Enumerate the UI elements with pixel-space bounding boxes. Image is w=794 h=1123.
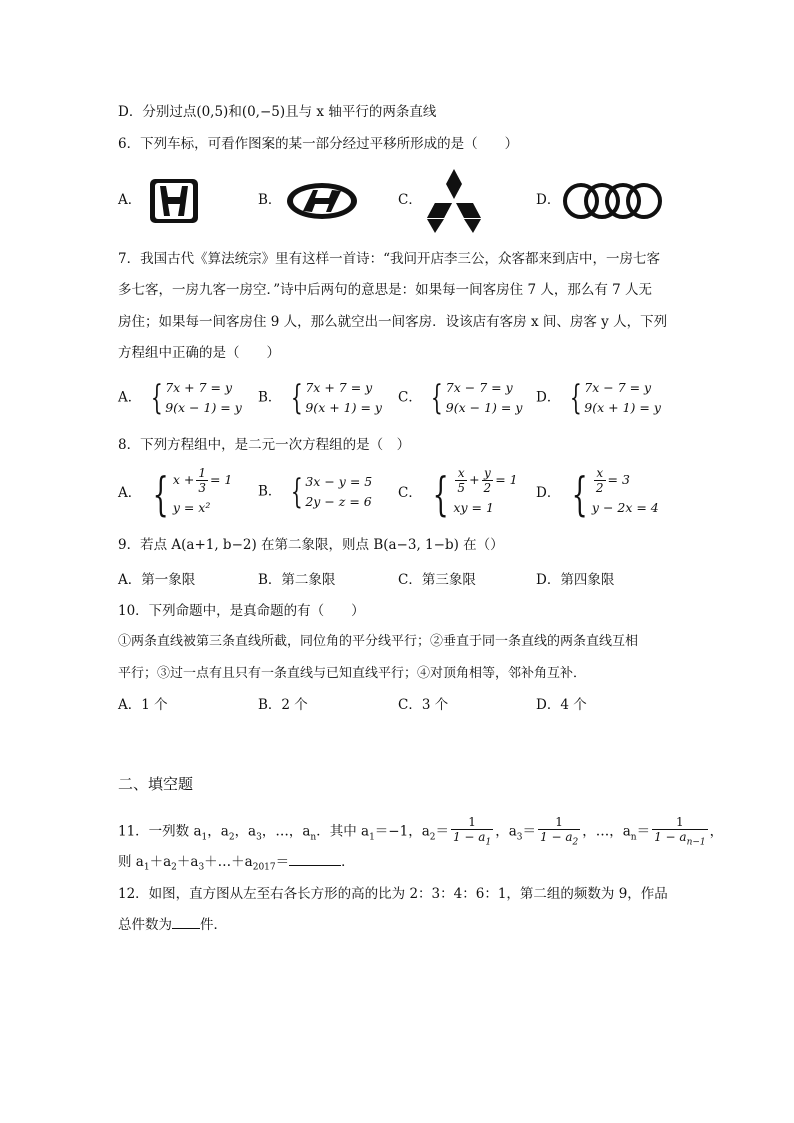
q8-option-d	[536, 466, 659, 521]
fraction	[196, 466, 208, 495]
denominator: 2	[595, 481, 604, 495]
q7-line-1: 7．我国古代《算法统宗》里有这样一首诗：“我问开店李三公，众客都来到店中，一房七客	[118, 251, 660, 267]
q7-line-3: 房住；如果每一间客房住 9 人，那么就空出一间客房．设该店有客房 x 间、房客 y 人，下列	[118, 314, 668, 330]
denominator: 5	[457, 481, 466, 495]
q9-option-c: C．第三象限	[398, 572, 476, 588]
equation-part: = 3	[607, 472, 630, 487]
equation: xy = 1	[453, 500, 494, 515]
denominator: 2	[483, 481, 492, 495]
equation: 7x + 7 = y	[305, 380, 373, 395]
equation-system: { $\frac{x}{2}$ = 3 y − 2x = 4	[571, 466, 659, 521]
q7-line-4: 方程组中正确的是（ ）	[118, 345, 280, 361]
text: ＋a	[176, 854, 199, 870]
option-label: D．	[536, 485, 561, 501]
subscript: 3	[516, 832, 523, 843]
equation-part: = 1	[209, 472, 233, 487]
equation: 9(x − 1) = y	[445, 400, 523, 415]
equation-system: { 7x + 7 = y 9(x + 1) = y	[290, 378, 382, 418]
q9-option-a: A．第一象限	[118, 572, 196, 588]
equation: 7x − 7 = y	[584, 380, 652, 395]
numerator: x	[457, 466, 465, 480]
text: ＋a	[149, 854, 172, 870]
equation: 9(x − 1) = y	[165, 400, 242, 415]
denominator: 3	[198, 481, 206, 495]
option-label: B．	[258, 483, 282, 500]
text: ＝	[275, 854, 290, 870]
equation-system: { $\frac{x}{5}$ + $\frac{y}{2}$ = 1 xy = 1	[432, 466, 518, 521]
q6-label-a: A．	[118, 192, 142, 208]
answer-blank[interactable]	[172, 916, 200, 929]
subscript: n	[310, 832, 317, 843]
text: ，a	[495, 823, 517, 840]
fraction	[455, 466, 467, 495]
text: ．其中 a	[316, 823, 370, 840]
equation-part: +	[469, 472, 480, 487]
fraction	[451, 815, 493, 849]
equation: y = x²	[172, 500, 211, 515]
text: ＋…＋a	[204, 854, 253, 870]
equation-part: x +	[172, 472, 195, 487]
q7-option-d	[536, 378, 661, 418]
q9-stem: 9．若点 A(a+1, b−2) 在第二象限，则点 B(a−3, 1−b) 在（）	[118, 537, 504, 553]
text: ．	[341, 854, 355, 870]
q10-option-a: A．1 个	[118, 697, 168, 713]
q6-label-d: D．	[536, 192, 561, 208]
text: ＝	[522, 823, 536, 840]
subscript: 2	[429, 832, 436, 843]
q12-line-1: 12．如图，直方图从左至右各长方形的高的比为 2：3：4：6：1，第二组的频数为 9，作品	[118, 886, 668, 902]
q10-stem: 10．下列命题中，是真命题的有（ ）	[118, 603, 365, 619]
text: ，	[709, 823, 724, 840]
q10-option-c: C．3 个	[398, 697, 449, 713]
equation: 9(x + 1) = y	[584, 400, 661, 415]
q9-option-d: D．第四象限	[536, 572, 615, 588]
q8-stem: 8．下列方程组中，是二元一次方程组的是（ ）	[118, 437, 411, 453]
equation: 9(x + 1) = y	[305, 400, 382, 415]
audi-logo-icon	[561, 180, 665, 222]
text: ，…，a	[582, 823, 631, 840]
numerator: 1	[198, 466, 206, 480]
subscript: 3	[256, 832, 262, 843]
equation-system: { 7x − 7 = y 9(x + 1) = y	[569, 378, 661, 418]
q10-option-d: D．4 个	[536, 697, 587, 713]
subscript: 2	[171, 862, 177, 873]
fraction	[652, 815, 708, 849]
q11-line-1	[118, 815, 723, 851]
section-title-fill-in: 二、填空题	[118, 775, 194, 793]
denominator: $1 - a_{n-1}$	[654, 830, 706, 848]
q8-option-a	[118, 466, 232, 521]
equation: 3x − y = 5	[305, 474, 373, 489]
equation-part: = 1	[495, 472, 518, 487]
option-label: C．	[398, 485, 422, 501]
q6-stem: 6．下列车标，可看作图案的某一部分经过平移所形成的是（ ）	[118, 136, 519, 152]
q12-line-2	[118, 915, 227, 935]
q7-line-2: 多七客，一房九客一房空．”诗中后两句的意思是：如果每一间客房住 7 人，那么有 7 人无	[118, 282, 652, 298]
text: ，a	[234, 823, 257, 840]
subscript: n	[630, 832, 637, 843]
option-label: B．	[258, 389, 282, 406]
subscript: 2017	[252, 862, 276, 873]
option-label: A．	[118, 389, 142, 406]
fraction	[482, 466, 494, 495]
equation-system: { 7x − 7 = y 9(x − 1) = y	[431, 378, 523, 418]
subscript: 1	[369, 832, 375, 843]
text: 件．	[200, 917, 227, 933]
numerator: 1	[555, 815, 563, 829]
equation: y − 2x = 4	[591, 500, 659, 515]
q10-line-1: ①两条直线被第三条直线所截，同位角的平分线平行；②垂直于同一条直线的两条直线互相	[118, 634, 639, 649]
text: ＝	[435, 823, 449, 840]
text: ，a	[207, 823, 229, 840]
numerator: 1	[676, 815, 684, 829]
numerator: y	[483, 466, 491, 480]
mitsubishi-logo-icon	[425, 168, 483, 234]
text: 则 a	[118, 854, 144, 870]
q5-option-d: D．分别过点(0,5)和(0,−5)且与 x 轴平行的两条直线	[118, 104, 437, 120]
answer-blank[interactable]	[289, 853, 341, 866]
option-label: D．	[536, 389, 561, 406]
subscript: 2	[228, 832, 235, 843]
q11-line-2	[118, 852, 355, 878]
denominator: $1 - a_2$	[540, 830, 579, 848]
equation: 2y − z = 6	[305, 494, 372, 509]
hyundai-logo-icon	[285, 181, 359, 221]
option-label: A．	[118, 485, 142, 501]
text: 总件数为	[118, 917, 172, 933]
text: ，…，a	[261, 823, 311, 840]
subscript: 1	[143, 862, 150, 873]
fraction	[538, 815, 580, 849]
q10-line-2: 平行；③过一点有且只有一条直线与已知直线平行；④对顶角相等，邻补角互补．	[118, 666, 587, 681]
q8-option-c	[398, 466, 518, 521]
q9-option-b: B．第二象限	[258, 572, 336, 588]
text: ＝−1，a	[374, 823, 430, 840]
equation: 7x − 7 = y	[445, 380, 513, 395]
subscript: 3	[198, 862, 205, 873]
q8-option-b	[258, 472, 372, 512]
denominator: $1 - a_1$	[452, 830, 492, 848]
text: ＝	[636, 823, 651, 840]
equation: 7x + 7 = y	[165, 380, 233, 395]
subscript: 1	[201, 832, 208, 843]
q10-option-b: B．2 个	[258, 697, 308, 713]
q7-option-b	[258, 378, 382, 418]
equation-system: { 7x + 7 = y 9(x − 1) = y	[150, 378, 242, 418]
text: 11．一列数 a	[118, 823, 202, 840]
numerator: x	[596, 466, 604, 480]
numerator: 1	[468, 815, 476, 829]
q6-label-c: C．	[398, 192, 422, 208]
q7-option-c	[398, 378, 522, 418]
option-label: C．	[398, 389, 422, 406]
equation-system: { x + $\frac{1}{3}$ = 1 y = x²	[152, 466, 233, 521]
q6-label-b: B．	[258, 192, 282, 208]
q7-option-a	[118, 378, 242, 418]
honda-logo-icon	[148, 177, 200, 225]
fraction	[594, 466, 606, 495]
equation-system: { 3x − y = 5 2y − z = 6	[290, 472, 373, 512]
